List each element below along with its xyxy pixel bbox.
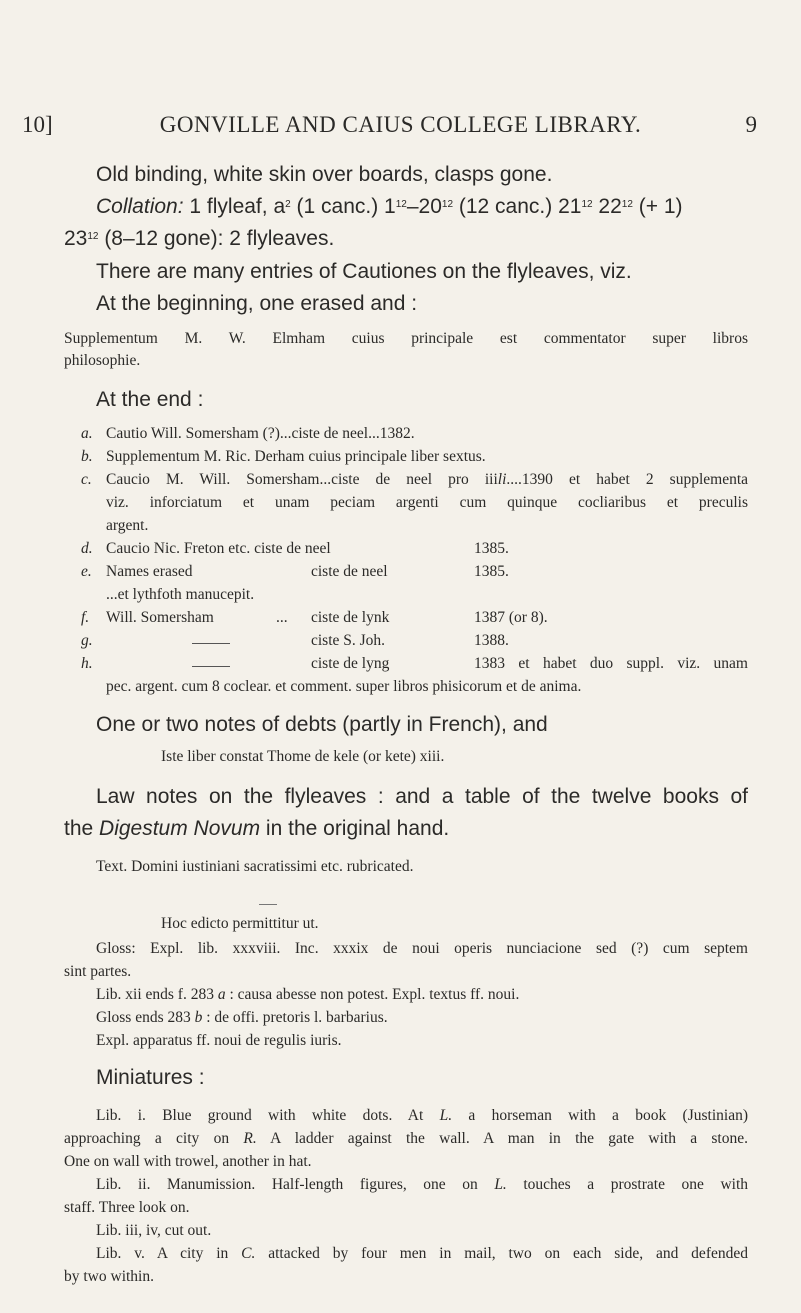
debts-note: One or two notes of debts (partly in French), and bbox=[96, 713, 548, 736]
entry-h-ciste: ciste de lyng bbox=[311, 655, 390, 672]
entry-b: Supplementum M. Ric. Derham cuius principale liber sextus. bbox=[106, 448, 486, 465]
collation-label: Collation: bbox=[96, 195, 184, 218]
entry-f-label: f. bbox=[81, 609, 90, 626]
hoc-edicto: Hoc edicto permittitur ut. bbox=[161, 915, 319, 932]
collation-line-1: Collation: 1 flyleaf, $a^2$ (1 canc.) $1^{12}-20^{12}$ (12 canc.) $21^{12}$ $22^{12}$ (+ 1) bbox=[96, 195, 683, 218]
at-end-heading: At the end : bbox=[96, 388, 204, 411]
ditto-dash bbox=[192, 643, 230, 644]
miniature-lib2-line2: staff. Three look on. bbox=[64, 1199, 190, 1216]
gloss-line-1: Gloss: Expl. lib. xxxviii. Inc. xxxix de noui operis nunciacione sed (?) cum septem bbox=[96, 940, 748, 957]
entry-e-ciste: ciste de neel bbox=[311, 563, 388, 580]
entry-f-ciste: ciste de lynk bbox=[311, 609, 390, 626]
page-number: 9 bbox=[745, 112, 757, 137]
entry-c-line-2: viz. inforciatum et unam peciam argenti cum quinque cocliaribus et preculis bbox=[106, 494, 748, 511]
miniature-lib5-line2: by two within. bbox=[64, 1268, 154, 1285]
ditto-dash bbox=[192, 666, 230, 667]
beginning-note: At the beginning, one erased and : bbox=[96, 292, 418, 315]
entry-d-name: Caucio Nic. Freton etc. ciste de neel bbox=[106, 540, 331, 557]
entry-h-cont: pec. argent. cum 8 coclear. et comment. super libros phisicorum et de anima. bbox=[106, 678, 582, 695]
miniature-lib1-line1: Lib. i. Blue ground with white dots. At L. a horseman with a book (Justinian) bbox=[96, 1107, 748, 1124]
law-notes-line-2: the Digestum Novum in the original hand. bbox=[64, 817, 450, 840]
gloss-ends: Gloss ends 283 b : de offi. pretoris l. barbarius. bbox=[96, 1009, 388, 1026]
entry-a: Cautio Will. Somersham (?)...ciste de neel...1382. bbox=[106, 425, 415, 442]
entry-g-ciste: ciste S. Joh. bbox=[311, 632, 386, 649]
entry-e-cont: ...et lythfoth manucepit. bbox=[106, 586, 255, 603]
entry-g-year: 1388. bbox=[474, 632, 509, 649]
entry-e-name: Names erased bbox=[106, 563, 193, 580]
miniatures-heading: Miniatures : bbox=[96, 1066, 205, 1089]
ownership-inscription: Iste liber constat Thome de kele (or kete) xiii. bbox=[161, 748, 445, 765]
collation-line-2: $23^{12}$ (8–12 gone): 2 flyleaves. bbox=[64, 227, 335, 250]
miniature-lib1-line3: One on wall with trowel, another in hat. bbox=[64, 1153, 312, 1170]
entry-d-label: d. bbox=[81, 540, 93, 557]
page-title: GONVILLE AND CAIUS COLLEGE LIBRARY. bbox=[159, 112, 642, 137]
divider bbox=[259, 904, 277, 905]
miniature-lib1-line2: approaching a city on R. A ladder against the wall. A man in the gate with a stone. bbox=[64, 1130, 748, 1147]
entry-c-line-1: Caucio M. Will. Somersham...ciste de neel pro iiili....1390 et habet 2 supplementa bbox=[106, 471, 749, 488]
law-notes-line-1: Law notes on the flyleaves : and a table of the twelve books of bbox=[96, 785, 748, 808]
entry-g-label: g. bbox=[81, 632, 93, 649]
gloss-line-2: sint partes. bbox=[64, 963, 132, 980]
entry-f-name: Will. Somersham bbox=[106, 609, 214, 626]
miniature-lib3: Lib. iii, iv, cut out. bbox=[96, 1222, 212, 1239]
gloss-lib12: Lib. xii ends f. 283 a : causa abesse non potest. Expl. textus ff. noui. bbox=[96, 986, 520, 1003]
entry-b-label: b. bbox=[81, 448, 93, 465]
entry-d-year: 1385. bbox=[474, 540, 509, 557]
entry-e-year: 1385. bbox=[474, 563, 509, 580]
entry-e-label: e. bbox=[81, 563, 92, 580]
entry-c-label: c. bbox=[81, 471, 92, 488]
page-reference: 10] bbox=[22, 112, 53, 137]
entry-h-year: 1383 et habet duo suppl. viz. unam bbox=[474, 655, 748, 672]
text-note: Text. Domini iustiniani sacratissimi etc. rubricated. bbox=[96, 858, 414, 875]
running-header bbox=[0, 112, 801, 142]
entry-f-year: 1387 (or 8). bbox=[474, 609, 548, 626]
entry-h-label: h. bbox=[81, 655, 93, 672]
cautiones-intro: There are many entries of Cautiones on the flyleaves, viz. bbox=[96, 260, 632, 283]
miniature-lib5-line1: Lib. v. A city in C. attacked by four men in mail, two on each side, and defended bbox=[96, 1245, 748, 1262]
supplementum-line-2: philosophie. bbox=[64, 352, 141, 369]
entry-f-dots: ... bbox=[276, 609, 288, 626]
binding-line: Old binding, white skin over boards, clasps gone. bbox=[96, 163, 553, 186]
entry-c-line-3: argent. bbox=[106, 517, 149, 534]
entry-a-label: a. bbox=[81, 425, 93, 442]
supplementum-line-1: Supplementum M. W. Elmham cuius principale est commentator super libros bbox=[64, 330, 748, 347]
miniature-lib2-line1: Lib. ii. Manumission. Half-length figures, one on L. touches a prostrate one with bbox=[96, 1176, 748, 1193]
gloss-expl: Expl. apparatus ff. noui de regulis iuris. bbox=[96, 1032, 342, 1049]
